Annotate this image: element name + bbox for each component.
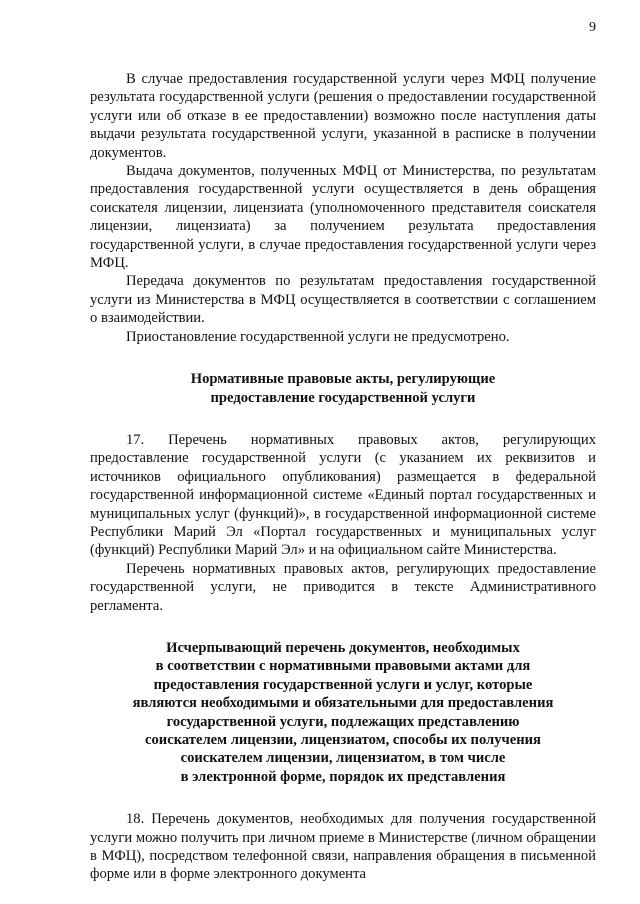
heading-line: предоставления государственной услуги и услуг, которые <box>153 676 533 693</box>
page-number: 9 <box>589 20 596 35</box>
section-heading-documents <box>90 639 596 786</box>
paragraph-mfc-result: В случае предоставления государственной услуги через МФЦ получение результата государственной услуги (решения о предоставлении государственной услуги или об отказе в ее предоставлении) возможно после наступления даты выдачи результата государственной услуги, указанной в расписке в получении документов. <box>90 71 596 161</box>
page-content <box>90 70 596 884</box>
heading-line: государственной услуги, подлежащих представлению <box>166 713 520 730</box>
heading-line: соискателем лицензии, лицензиатом, способы их получения <box>145 732 541 748</box>
paragraph-item-18: 18. Перечень документов, необходимых для получения государственной услуги можно получить при личном приеме в Министерстве (личном обращении в МФЦ), посредством телефонной связи, направления обращения в письменной форме или в форме электронного документа <box>90 811 596 883</box>
paragraph-transfer: Передача документов по результатам предоставления государственной услуги из Министерства в МФЦ осуществляется в соответствии с соглашением о взаимодействии. <box>90 273 596 327</box>
section-heading-legal-acts <box>90 370 596 407</box>
heading-line: Исчерпывающий перечень документов, необходимых <box>166 639 520 656</box>
paragraph-issuance: Выдача документов, полученных МФЦ от Министерства, по результатам предоставления государственной услуги осуществляется в день обращения соискателя лицензии, лицензиата (уполномоченного представителя соискателя лицензии, лицензиата) за получением результата предоставления государственной услуги, в случае предоставления государственной услуги через МФЦ. <box>90 163 596 272</box>
heading-line: в электронной форме, порядок их представления <box>180 768 506 785</box>
heading-line: Нормативные правовые акты, регулирующие <box>190 371 496 388</box>
heading-line: являются необходимыми и обязательными для предоставления <box>132 695 554 712</box>
heading-line: предоставление государственной услуги <box>210 389 476 406</box>
heading-line: в соответствии с нормативными правовыми актами для <box>155 658 531 675</box>
paragraph-suspension: Приостановление государственной услуги не предусмотрено. <box>126 328 510 345</box>
paragraph-legal-acts-note: Перечень нормативных правовых актов, регулирующих предоставление государственной услуги, не приводится в тексте Административного регламента. <box>90 560 596 614</box>
paragraph-item-17: 17. Перечень нормативных правовых актов, регулирующих предоставление государственной услуги (с указанием их реквизитов и источников официального опубликования) размещается в федеральной государственной информационной системе «Единый портал государственных и муниципальных услуг (функций)», в государственной информационной системе Республики Марий Эл «Портал государственных и муниципальных услуг (функций) Республики Марий Эл» и на официальном сайте Министерства. <box>90 431 596 559</box>
heading-line: соискателем лицензии, лицензиатом, в том числе <box>180 750 506 767</box>
